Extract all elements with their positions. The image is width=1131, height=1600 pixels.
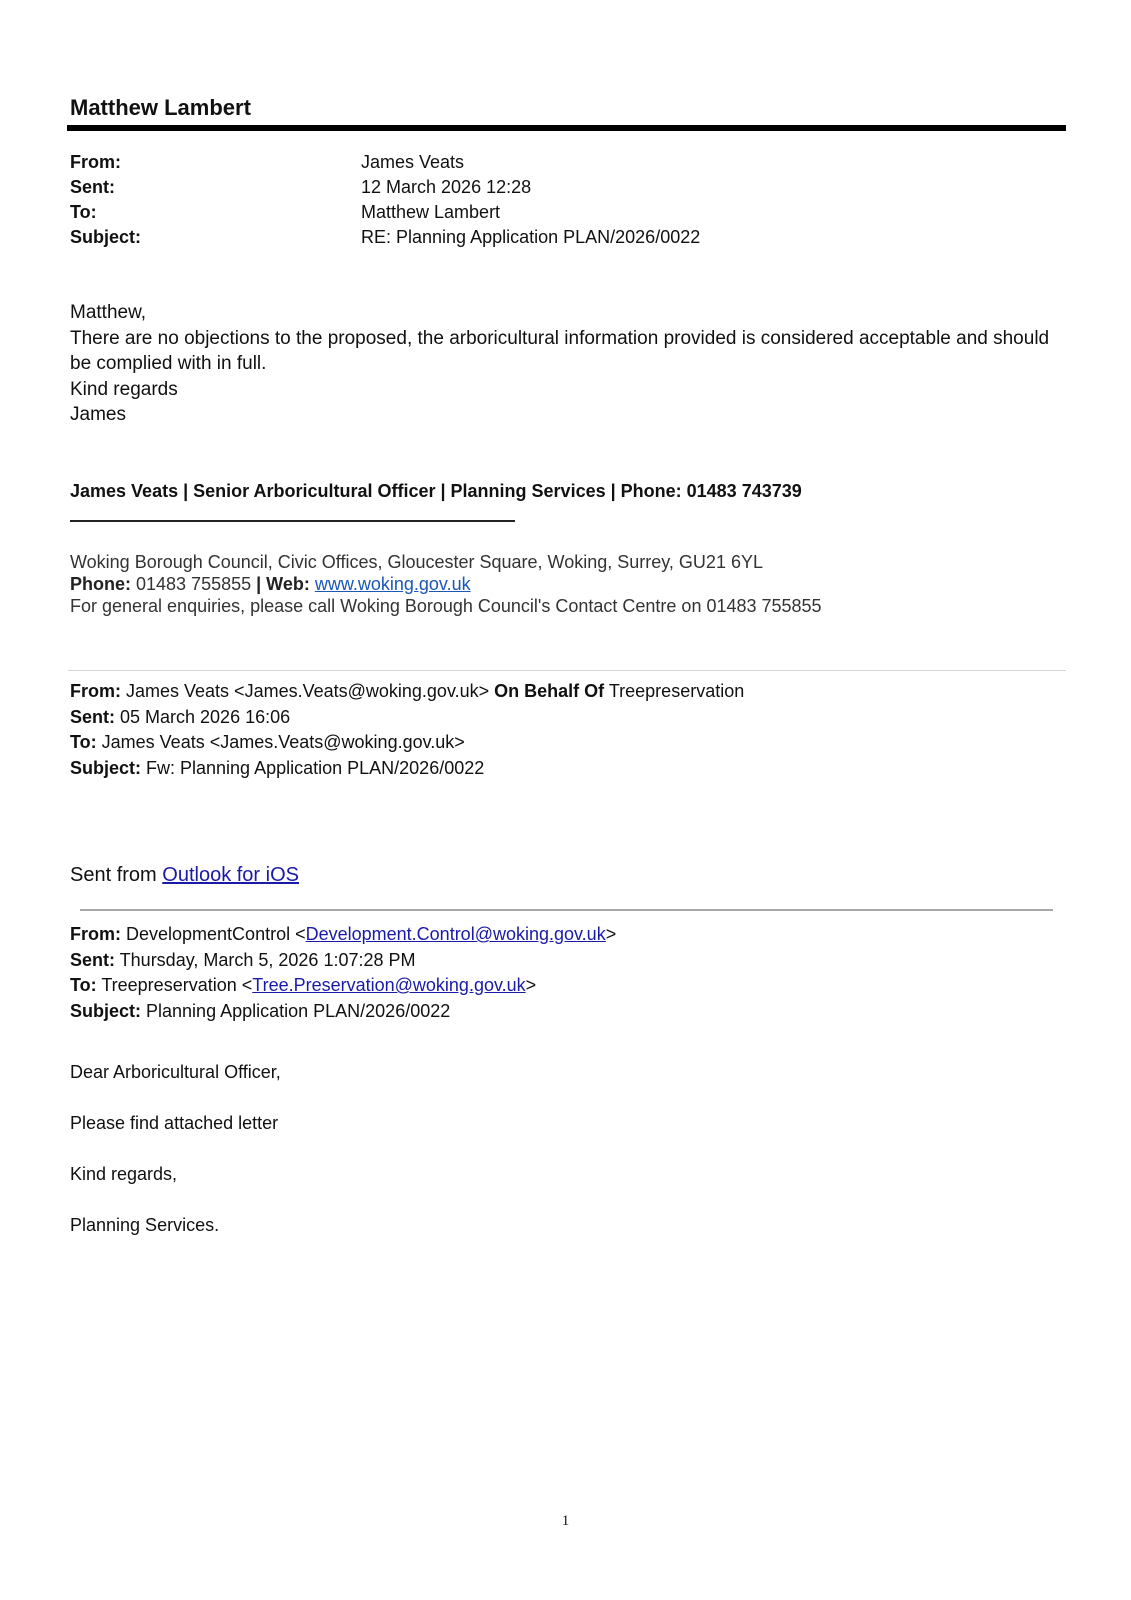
forward-divider [80, 909, 1053, 911]
fwd1-from-value: James Veats <James.Veats@woking.gov.uk> [121, 681, 495, 701]
sent-label: Sent: [70, 177, 115, 197]
message-header [70, 150, 700, 250]
phone-number: 01483 755855 [131, 574, 257, 594]
fwd1-to-row [70, 730, 744, 756]
letter-greeting: Dear Arboricultural Officer, [70, 1062, 281, 1082]
forwarded-header-1 [70, 679, 744, 781]
fwd2-subject-label: Subject: [70, 1000, 142, 1021]
outlook-ios-link[interactable]: Outlook for iOS [162, 864, 299, 886]
sent-from-prefix: Sent from [70, 864, 163, 886]
fwd2-sent-label: Sent: [70, 949, 115, 970]
council-details [70, 551, 822, 617]
web-label: | Web: [256, 574, 310, 594]
fwd2-to-row [70, 973, 616, 999]
fwd2-subject-value: Planning Application PLAN/2026/0022 [141, 1000, 451, 1021]
fwd2-from-label: From: [70, 924, 121, 944]
letter-closing: Kind regards, [70, 1164, 178, 1184]
fwd1-sent-label: Sent: [70, 706, 115, 727]
general-enquiries: For general enquiries, please call Woking Borough Council's Contact Centre on 01483 755855 [70, 596, 822, 616]
fwd1-behalf-label: On Behalf Of [494, 681, 605, 701]
fwd2-from-suffix: > [605, 924, 617, 944]
tree-preservation-email-link[interactable]: Tree.Preservation@woking.gov.uk [252, 975, 526, 995]
fwd2-sent-row [70, 948, 616, 974]
signature-line: James Veats | Senior Arboricultural Officer | Planning Services | Phone: 01483 743739 [70, 481, 802, 501]
fwd1-to-label: To: [70, 732, 97, 752]
header-sent-row [70, 175, 700, 200]
to-label: To: [70, 202, 97, 222]
message-divider [68, 670, 1066, 671]
fwd1-to-value: James Veats <James.Veats@woking.gov.uk> [96, 732, 465, 752]
website-link[interactable]: www.woking.gov.uk [314, 574, 471, 594]
body-name: James [70, 404, 126, 425]
fwd1-from-row [70, 679, 744, 705]
message-body [70, 300, 1070, 428]
from-label: From: [70, 152, 121, 172]
development-control-email-link[interactable]: Development.Control@woking.gov.uk [305, 924, 606, 944]
fwd2-from-name: DevelopmentControl < [121, 924, 306, 944]
fwd2-subject-row [70, 999, 616, 1025]
fwd1-subject-row [70, 756, 744, 782]
sent-value: 12 March 2026 12:28 [361, 177, 532, 197]
fwd1-subject-value: Fw: Planning Application PLAN/2026/0022 [141, 757, 485, 778]
letter-line: Please find attached letter [70, 1113, 279, 1133]
letter-signoff: Planning Services. [70, 1215, 220, 1235]
fwd1-sent-value: 05 March 2026 16:06 [115, 706, 291, 727]
fwd2-to-suffix: > [525, 975, 537, 995]
fwd1-behalf-value: Treepreservation [604, 681, 745, 701]
header-to-row [70, 200, 700, 225]
sent-from-footer [70, 864, 299, 887]
fwd2-from-row [70, 922, 616, 948]
phone-label: Phone: [70, 574, 131, 594]
header-from-row [70, 150, 700, 175]
mailbox-owner-name: Matthew Lambert [70, 95, 251, 120]
forwarded-header-2 [70, 922, 616, 1024]
original-letter-body [70, 1047, 281, 1251]
fwd2-to-name: Treepreservation < [96, 975, 253, 995]
fwd2-sent-value: Thursday, March 5, 2026 1:07:28 PM [115, 949, 416, 970]
body-closing: Kind regards [70, 378, 178, 400]
fwd1-subject-label: Subject: [70, 757, 142, 778]
signature-rule [70, 520, 515, 522]
header-subject-row [70, 225, 700, 250]
council-address: Woking Borough Council, Civic Offices, Gloucester Square, Woking, Surrey, GU21 6YL [70, 552, 763, 572]
subject-label: Subject: [70, 227, 142, 247]
body-greeting: Matthew, [70, 302, 147, 323]
body-line: There are no objections to the proposed, the arboricultural information provided is considered acceptable and should be complied with in full. [70, 327, 1050, 374]
fwd1-from-label: From: [70, 681, 121, 701]
header-rule [67, 125, 1066, 131]
fwd2-to-label: To: [70, 975, 97, 995]
fwd1-sent-row [70, 705, 744, 731]
subject-value: RE: Planning Application PLAN/2026/0022 [361, 227, 701, 247]
page-number: 1 [561, 1513, 570, 1529]
from-value: James Veats [361, 152, 465, 172]
to-value: Matthew Lambert [361, 202, 501, 222]
council-contact-line [70, 573, 822, 595]
